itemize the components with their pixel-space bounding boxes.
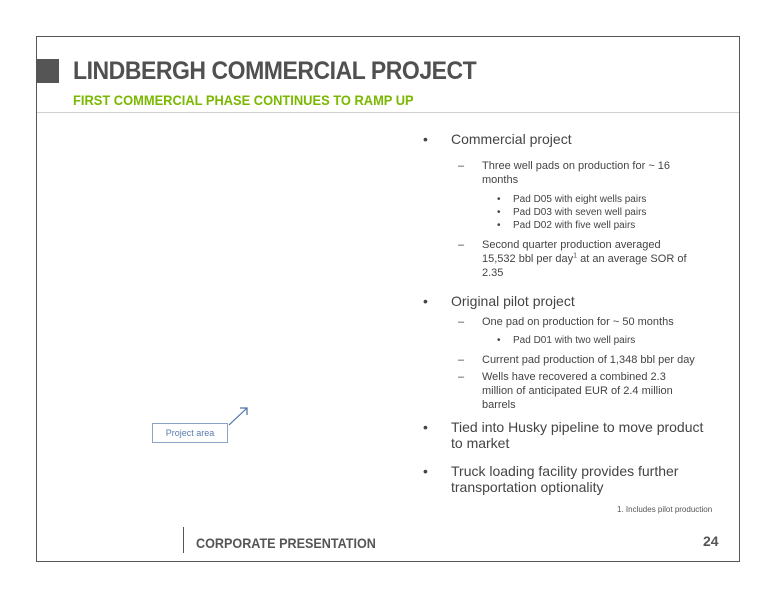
pad-label: Pad D05 with eight wells pairs xyxy=(513,194,647,205)
sub-bullet-current-production xyxy=(458,353,695,367)
sub-bullet-line: Wells have recovered a combined 2.3 xyxy=(482,371,666,383)
dash-marker: – xyxy=(458,239,465,251)
bullet-list xyxy=(37,37,739,561)
page-number: 24 xyxy=(703,533,719,549)
bullet-label: Original pilot project xyxy=(451,293,575,309)
dash-marker: – xyxy=(458,316,465,328)
slide-title: LINDBERGH COMMERCIAL PROJECT xyxy=(73,57,477,85)
bullet-dot: • xyxy=(497,207,501,218)
bullet-dot: • xyxy=(423,419,428,435)
bullet-line: Tied into Husky pipeline to move product xyxy=(451,419,704,435)
bullet-line: Truck loading facility provides further xyxy=(451,463,679,479)
project-area-callout: Project area xyxy=(152,423,228,443)
pad-item xyxy=(497,220,636,233)
bullet-dot: • xyxy=(423,293,428,309)
sub-bullet-line: One pad on production for ~ 50 months xyxy=(482,316,674,328)
slide xyxy=(36,36,740,562)
slide-subtitle: FIRST COMMERCIAL PHASE CONTINUES TO RAMP UP xyxy=(73,92,414,108)
footnote: 1. Includes pilot production xyxy=(617,505,713,514)
arrow-icon xyxy=(227,405,251,429)
production-value: 15,532 bbl per day xyxy=(482,253,574,265)
sub-bullet-q2-production xyxy=(458,238,687,280)
bullet-label: Commercial project xyxy=(451,131,572,147)
footer-label: CORPORATE PRESENTATION xyxy=(196,535,376,551)
sub-bullet-three-pads xyxy=(458,159,671,187)
pad-label: Pad D02 with five well pairs xyxy=(513,220,636,231)
sub-bullet-text: at an average SOR of xyxy=(577,253,687,265)
sub-bullet-line xyxy=(482,252,687,266)
pad-item xyxy=(497,194,647,207)
pad-item xyxy=(497,207,647,220)
footnote-ref: 1 xyxy=(573,252,578,260)
bullet-dot: • xyxy=(497,220,501,231)
pad-label: Pad D01 with two well pairs xyxy=(513,335,636,346)
sub-bullet-one-pad xyxy=(458,315,674,329)
bullet-truck-loading xyxy=(423,463,679,495)
bullet-original-pilot xyxy=(423,293,575,309)
dash-marker: – xyxy=(458,354,465,366)
sub-bullet-line: Three well pads on production for ~ 16 xyxy=(482,160,671,172)
sub-bullet-line: Current pad production of 1,348 bbl per day xyxy=(482,354,695,366)
bullet-dot: • xyxy=(497,194,501,205)
sub-bullet-line: barrels xyxy=(482,399,516,411)
dash-marker: – xyxy=(458,160,465,172)
footer-divider xyxy=(183,527,184,553)
pad-label: Pad D03 with seven well pairs xyxy=(513,207,647,218)
bullet-line: transportation optionality xyxy=(451,479,604,495)
pad-item xyxy=(497,335,636,348)
dash-marker: – xyxy=(458,371,465,383)
bullet-dot: • xyxy=(423,463,428,479)
bullet-line: to market xyxy=(451,435,510,451)
sub-bullet-line: Second quarter production averaged xyxy=(482,239,661,251)
bullet-dot: • xyxy=(423,131,428,147)
bullet-dot: • xyxy=(497,335,501,346)
bullet-husky-pipeline xyxy=(423,419,704,451)
bullet-commercial-project xyxy=(423,131,572,147)
sub-bullet-recovered xyxy=(458,370,673,412)
sub-bullet-line: months xyxy=(482,174,519,186)
sub-bullet-line: 2.35 xyxy=(482,267,504,279)
sub-bullet-line: million of anticipated EUR of 2.4 million xyxy=(482,385,673,397)
